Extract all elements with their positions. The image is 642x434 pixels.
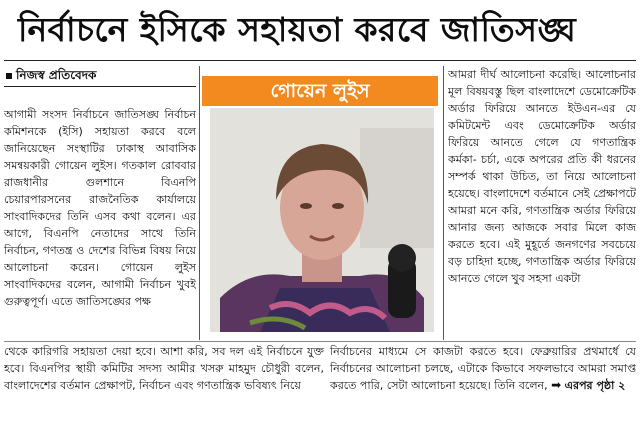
portrait-photo	[210, 108, 434, 332]
article-column-right	[448, 66, 636, 360]
column-divider-left	[199, 66, 200, 340]
article-bottom-right	[330, 343, 636, 394]
byline-marker	[6, 73, 12, 79]
continued-link[interactable]: এরপর পৃষ্ঠা ২	[564, 379, 626, 392]
headline-rule	[4, 60, 636, 61]
article-text-bottom-right-body: নির্বাচনের মাধ্যমে সে কাজটা করতে হবে। ফেব্রুয়ারির প্রথমার্ধে যে নির্বাচনের আলোচনা চলছে, এটাকে কিভাবে সফলভাবে আমরা সমাপ্ত করতে পারি, সেটা আলোচনা হয়েছে। তিনি বলেন,	[330, 345, 636, 392]
portrait-illustration	[210, 108, 434, 332]
article-bottom	[4, 343, 636, 429]
article-bottom-left	[4, 343, 324, 394]
photo-caption: গোয়েন লুইস	[202, 76, 438, 106]
bottom-divider	[4, 341, 636, 342]
byline-rule	[4, 86, 196, 87]
byline	[6, 66, 196, 84]
article-text-bottom-left: থেকে কারিগরি সহায়তা দেয়া হবে। আশা করি, সব দল এই নির্বাচনে যুক্ত হবে। বিএনপির স্থায়ী কমিটির সদস্য আমীর খসরু মাহমুদ চৌধুরী বলেন, বাংলাদেশের বর্তমান প্রেক্ষাপট, নির্বাচন এবং গণতান্ত্রিক ভবিষ্যৎ নিয়ে	[4, 345, 324, 392]
article-text-right: আমরা দীর্ঘ আলোচনা করেছি। আলোচনার মূল বিষয়বস্তু ছিল বাংলাদেশে ডেমোক্রেটিক অর্ডার ফিরিয়ে আনতে ইউএন-এর যে কমিটমেন্ট এবং ডেমোক্রেটিক অর্ডার ফিরিয়ে আনতে গেলে যে গণতান্ত্রিক কর্মকা- চর্চা, একে অপরের প্রতি কী ধরনের সম্পর্ক থাকা উচিত, তা নিয়ে আলোচনা হয়েছে। বাংলাদেশে বর্তমানে সেই প্রেক্ষাপটে আমরা মনে করি, গণতান্ত্রিক অর্ডার ফিরিয়ে আনার জন্য আজকে সবার মিলে কাজ করতে হবে। এই মুহূর্তে জনগণের সবচেয়ে বড় চাহিদা হচ্ছে, গণতান্ত্রিক অর্ডার ফিরিয়ে আনতে গেলে খুব সহসা একটা	[448, 68, 636, 285]
article-text-bottom-right	[330, 343, 636, 394]
continued-arrow-icon: ➡	[551, 378, 562, 392]
article-text-left: আগামী সংসদ নির্বাচনে জাতিসঙ্ঘ নির্বাচন কমিশনকে (ইসি) সহায়তা করবে বলে জানিয়েছেন সংস্থাটির ঢাকাস্থ আবাসিক সমন্বয়কারী গোয়েন লুইস। গতকাল রোববার রাজধানীর গুলশানে বিএনপি চেয়ারপারসনের রাজনৈতিক কার্যালয়ে সাংবাদিকদের তিনি এসব কথা বলেন। এর আগে, বিএনপি নেতাদের সাথে তিনি নির্বাচন, গণতন্ত্র ও দেশের বিভিন্ন বিষয় নিয়ে আলোচনা করেন। গোয়েন লুইস সাংবাদিকদের বলেন, আগামী নির্বাচন খুবই গুরুত্বপূর্ণ। এতে জাতিসঙ্ঘের পক্ষ	[4, 108, 196, 308]
headline: নির্বাচনে ইসিকে সহায়তা করবে জাতিসঙ্ঘ	[18, 10, 577, 49]
article-column-left	[4, 106, 196, 342]
column-divider-right	[443, 66, 444, 340]
byline-text: নিজস্ব প্রতিবেদক	[16, 68, 97, 82]
